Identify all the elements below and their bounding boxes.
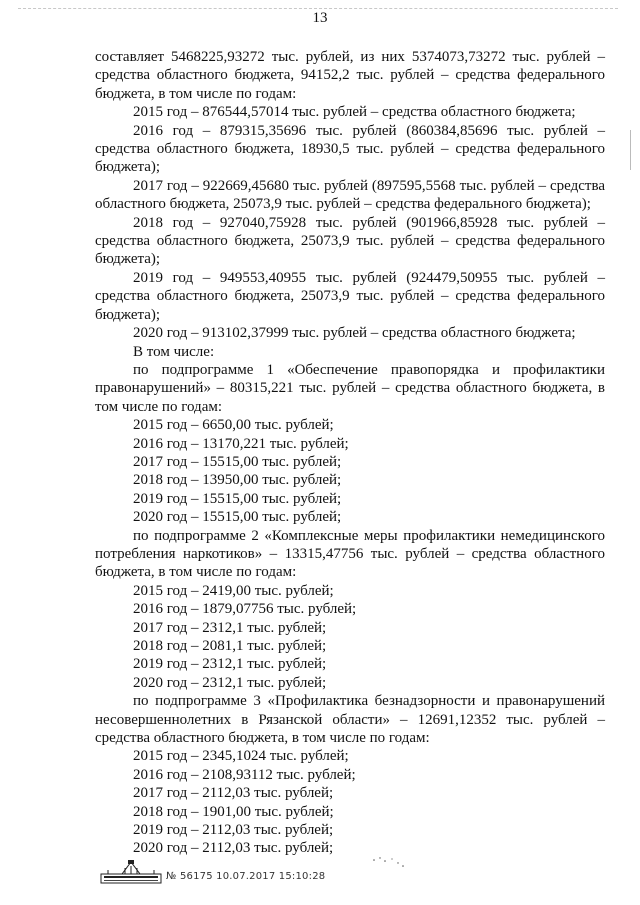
paragraph: 2018 год – 1901,00 тыс. рублей; xyxy=(133,803,334,820)
paragraph: В том числе: xyxy=(133,343,215,360)
paragraph: 2015 год – 6650,00 тыс. рублей; xyxy=(133,417,334,434)
paragraph: 2017 год – 2112,03 тыс. рублей; xyxy=(133,785,334,802)
paragraph: 2019 год – 2112,03 тыс. рублей; xyxy=(133,822,334,839)
paragraph: 2020 год – 2112,03 тыс. рублей; xyxy=(133,840,334,857)
paragraph: 2020 год – 2312,1 тыс. рублей; xyxy=(133,674,327,691)
scan-edge-mark xyxy=(630,130,631,170)
building-seal-icon xyxy=(100,858,162,884)
paragraph: 2016 год – 1879,07756 тыс. рублей; xyxy=(133,601,357,618)
paragraph: 2020 год – 913102,37999 тыс. рублей – средства областного бюджета; xyxy=(133,325,576,342)
paragraph: 2019 год – 2312,1 тыс. рублей; xyxy=(133,656,327,673)
paragraph: 2019 год – 15515,00 тыс. рублей; xyxy=(133,490,342,507)
paragraph: составляет 5468225,93272 тыс. рублей, из них 5374073,73272 тыс. рублей – средства областного бюджета, 94152,2 тыс. рублей – средства федерального бюджета, в том числе по годам: xyxy=(95,49,605,102)
paragraph: 2016 год – 13170,221 тыс. рублей; xyxy=(133,435,349,452)
paragraph: 2018 год – 927040,75928 тыс. рублей (901966,85928 тыс. рублей – средства областного бюджета, 25073,9 тыс. рублей – средства федерального бюджета); xyxy=(95,214,605,268)
paragraph: 2018 год – 2081,1 тыс. рублей; xyxy=(133,638,327,654)
footer xyxy=(100,858,520,888)
paragraph: по подпрограмме 1 «Обеспечение правопорядка и профилактики правонарушений» – 80315,221 тыс. рублей – средства областного бюджета, в том числе по годам: xyxy=(95,361,605,415)
paragraph: 2016 год – 2108,93112 тыс. рублей; xyxy=(133,766,356,783)
paragraph: 2017 год – 2312,1 тыс. рублей; xyxy=(133,619,327,636)
paragraph: 2019 год – 949553,40955 тыс. рублей (924479,50955 тыс. рублей – средства областного бюджета, 25073,9 тыс. рублей – средства федерального бюджета); xyxy=(95,269,605,323)
paragraph: 2015 год – 2419,00 тыс. рублей; xyxy=(133,582,334,599)
paragraph: по подпрограмме 3 «Профилактика безнадзорности и правонарушений несовершеннолетних в Рязанской области» – 12691,12352 тыс. рублей – средства областного бюджета, в том числе по годам: xyxy=(95,693,605,747)
paragraph: по подпрограмме 2 «Комплексные меры профилактики немедицинского потребления наркотиков» – 13315,47756 тыс. рублей – средства областного бюджета, в том числе по годам: xyxy=(95,527,605,581)
paragraph: 2016 год – 879315,35696 тыс. рублей (860384,85696 тыс. рублей – средства областного бюджета, 18930,5 тыс. рублей – средства федерального бюджета); xyxy=(95,122,605,176)
paragraph: 2017 год – 922669,45680 тыс. рублей (897595,5568 тыс. рублей – средства областного бюджета, 25073,9 тыс. рублей – средства федерального бюджета); xyxy=(95,177,605,213)
paragraph: 2015 год – 876544,57014 тыс. рублей – средства областного бюджета; xyxy=(133,104,576,121)
paragraph: 2020 год – 15515,00 тыс. рублей; xyxy=(133,509,342,526)
paragraph: 2018 год – 13950,00 тыс. рублей; xyxy=(133,472,342,489)
paragraph: 2017 год – 15515,00 тыс. рублей; xyxy=(133,453,342,470)
scan-noise-mark xyxy=(370,854,410,870)
page-number: 13 xyxy=(312,10,328,26)
document-code: № 56175 10.07.2017 15:10:28 xyxy=(166,871,326,882)
paragraph: 2015 год – 2345,1024 тыс. рублей; xyxy=(133,748,349,765)
document-body xyxy=(95,48,605,858)
